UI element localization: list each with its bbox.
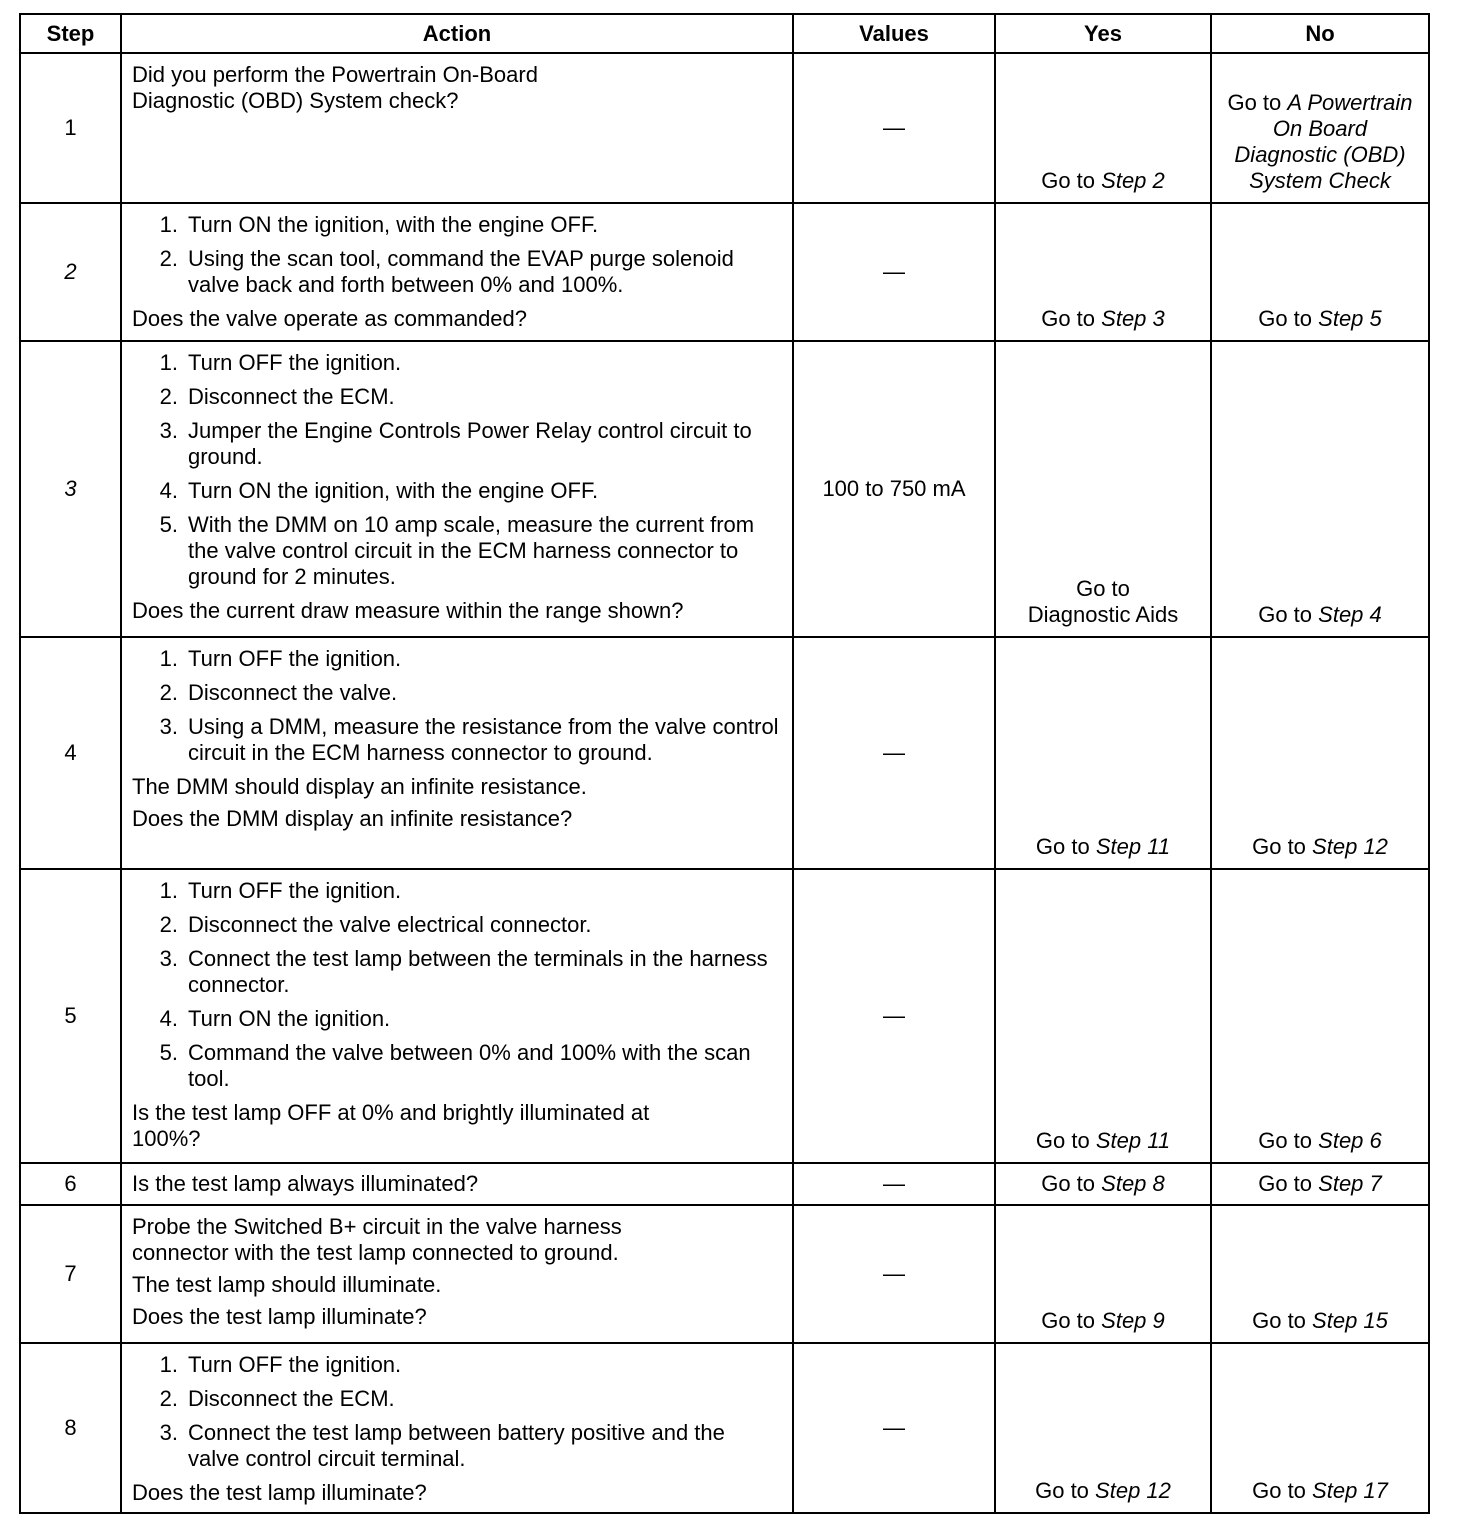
header-step: Step <box>20 14 121 53</box>
list-item: 5. With the DMM on 10 amp scale, measure the current from the valve control circuit in the ECM harness connector to ground for 2 minutes. <box>159 512 755 589</box>
no-prefix: Go to <box>1227 90 1282 115</box>
list-item: 2. Using the scan tool, command the EVAP purge solenoid valve back and forth between 0% and 100%. <box>159 246 734 297</box>
no-prefix: Go to <box>1252 1308 1306 1333</box>
list-item: 1. Turn OFF the ignition. <box>159 646 402 671</box>
list-item: 4. Turn ON the ignition, with the engine OFF. <box>159 478 599 503</box>
action-question: Does the test lamp illuminate? <box>132 1304 427 1329</box>
action-question: Does the current draw measure within the range shown? <box>132 598 684 623</box>
action-question: Does the valve operate as commanded? <box>132 306 528 331</box>
action-list <box>132 878 782 1092</box>
value-cell: 100 to 750 mA <box>793 341 995 637</box>
yes-cell <box>995 1343 1211 1513</box>
value-cell: — <box>793 1205 995 1343</box>
no-cell <box>1211 1205 1429 1343</box>
no-prefix: Go to <box>1252 1478 1306 1503</box>
list-item: 2. Disconnect the valve electrical connector. <box>159 912 592 937</box>
step-number: 6 <box>20 1163 121 1205</box>
action-question: Does the test lamp illuminate? <box>132 1480 427 1505</box>
no-link[interactable]: Step 6 <box>1318 1128 1382 1153</box>
yes-prefix: Go to <box>1041 306 1096 331</box>
action-list <box>132 646 782 766</box>
yes-prefix: Go to <box>1041 1171 1096 1196</box>
table-row <box>20 203 1429 341</box>
no-cell <box>1211 341 1429 637</box>
yes-link[interactable]: Step 9 <box>1101 1308 1165 1333</box>
no-cell <box>1211 869 1429 1163</box>
yes-prefix: Go to <box>1041 1308 1096 1333</box>
yes-prefix: Go to <box>1041 168 1096 193</box>
yes-cell <box>995 1163 1211 1205</box>
yes-cell <box>995 203 1211 341</box>
no-prefix: Go to <box>1258 1128 1313 1153</box>
list-item: 1. Turn OFF the ignition. <box>159 350 402 375</box>
action-list <box>132 350 782 590</box>
yes-prefix: Go to <box>1035 1128 1090 1153</box>
value-cell: — <box>793 1343 995 1513</box>
yes-cell <box>995 1205 1211 1343</box>
action-list <box>132 212 782 298</box>
no-prefix: Go to <box>1258 602 1313 627</box>
action-cell <box>121 341 793 637</box>
action-text: Probe the Switched B+ circuit in the valve harness connector with the test lamp connected to ground. <box>132 1214 622 1265</box>
header-yes: Yes <box>995 14 1211 53</box>
action-cell <box>121 1343 793 1513</box>
no-link[interactable]: A Powertrain On Board Diagnostic (OBD) System Check <box>1234 90 1413 193</box>
yes-prefix: Go to <box>1035 1478 1089 1503</box>
action-question: Is the test lamp OFF at 0% and brightly illuminated at 100%? <box>132 1100 650 1151</box>
no-prefix: Go to <box>1258 1171 1313 1196</box>
diagnostic-table <box>19 13 1430 1514</box>
value-cell: — <box>793 53 995 203</box>
no-prefix: Go to <box>1258 306 1313 331</box>
no-link[interactable]: Step 15 <box>1312 1308 1388 1333</box>
list-item: 2. Disconnect the ECM. <box>159 384 395 409</box>
table-row <box>20 1205 1429 1343</box>
step-number: 1 <box>20 53 121 203</box>
no-cell <box>1211 1343 1429 1513</box>
list-item: 2. Disconnect the ECM. <box>159 1386 395 1411</box>
value-cell: — <box>793 637 995 869</box>
value-cell: — <box>793 869 995 1163</box>
yes-link[interactable]: Step 11 <box>1095 1128 1171 1153</box>
yes-prefix: Go to <box>1035 834 1090 859</box>
step-number: 7 <box>20 1205 121 1343</box>
yes-link[interactable]: Step 3 <box>1101 306 1165 331</box>
no-cell <box>1211 1163 1429 1205</box>
step-number: 8 <box>20 1343 121 1513</box>
no-link[interactable]: Step 5 <box>1318 306 1382 331</box>
table-row <box>20 869 1429 1163</box>
yes-cell <box>995 341 1211 637</box>
step-number: 3 <box>20 341 121 637</box>
yes-link[interactable]: Diagnostic Aids <box>1027 602 1179 627</box>
list-item: 1. Turn OFF the ignition. <box>159 1352 402 1377</box>
no-link[interactable]: Step 7 <box>1318 1171 1382 1196</box>
yes-link[interactable]: Step 8 <box>1101 1171 1165 1196</box>
no-link[interactable]: Step 17 <box>1312 1478 1388 1503</box>
list-item: 1. Turn OFF the ignition. <box>159 878 402 903</box>
action-cell <box>121 637 793 869</box>
step-number: 2 <box>20 203 121 341</box>
no-link[interactable]: Step 4 <box>1318 602 1382 627</box>
list-item: 3. Using a DMM, measure the resistance from the valve control circuit in the ECM harness connector to ground. <box>159 714 779 765</box>
action-cell <box>121 53 793 203</box>
action-text: Is the test lamp always illuminated? <box>132 1171 479 1196</box>
action-cell <box>121 1163 793 1205</box>
list-item: 5. Command the valve between 0% and 100% with the scan tool. <box>159 1040 751 1091</box>
action-note: The DMM should display an infinite resistance. <box>132 774 587 799</box>
yes-cell <box>995 637 1211 869</box>
action-text: Did you perform the Powertrain On-Board Diagnostic (OBD) System check? <box>132 62 538 113</box>
action-cell <box>121 203 793 341</box>
table-row <box>20 53 1429 203</box>
action-note: The test lamp should illuminate. <box>132 1272 442 1297</box>
no-cell <box>1211 637 1429 869</box>
no-cell <box>1211 203 1429 341</box>
step-number: 5 <box>20 869 121 1163</box>
table-row <box>20 637 1429 869</box>
value-cell: — <box>793 203 995 341</box>
yes-cell <box>995 869 1211 1163</box>
list-item: 2. Disconnect the valve. <box>159 680 398 705</box>
action-cell <box>121 869 793 1163</box>
yes-link[interactable]: Step 2 <box>1101 168 1165 193</box>
header-no: No <box>1211 14 1429 53</box>
yes-link[interactable]: Step 11 <box>1095 834 1171 859</box>
yes-link[interactable]: Step 12 <box>1095 1478 1171 1503</box>
yes-line1: Go to <box>1076 576 1130 601</box>
header-action: Action <box>121 14 793 53</box>
no-link[interactable]: Step 12 <box>1312 834 1388 859</box>
list-item: 3. Jumper the Engine Controls Power Relay control circuit to ground. <box>159 418 752 469</box>
value-cell: — <box>793 1163 995 1205</box>
list-item: 3. Connect the test lamp between battery positive and the valve control circuit terminal. <box>159 1420 725 1471</box>
list-item: 1. Turn ON the ignition, with the engine OFF. <box>159 212 599 237</box>
table-row <box>20 341 1429 637</box>
list-item: 3. Connect the test lamp between the terminals in the harness connector. <box>159 946 768 997</box>
step-number: 4 <box>20 637 121 869</box>
no-cell <box>1211 53 1429 203</box>
list-item: 4. Turn ON the ignition. <box>159 1006 391 1031</box>
no-prefix: Go to <box>1252 834 1306 859</box>
table-row <box>20 1343 1429 1513</box>
header-row <box>20 14 1429 53</box>
header-values: Values <box>793 14 995 53</box>
action-list <box>132 1352 782 1472</box>
action-question: Does the DMM display an infinite resistance? <box>132 806 573 831</box>
yes-cell <box>995 53 1211 203</box>
action-cell <box>121 1205 793 1343</box>
table-row <box>20 1163 1429 1205</box>
